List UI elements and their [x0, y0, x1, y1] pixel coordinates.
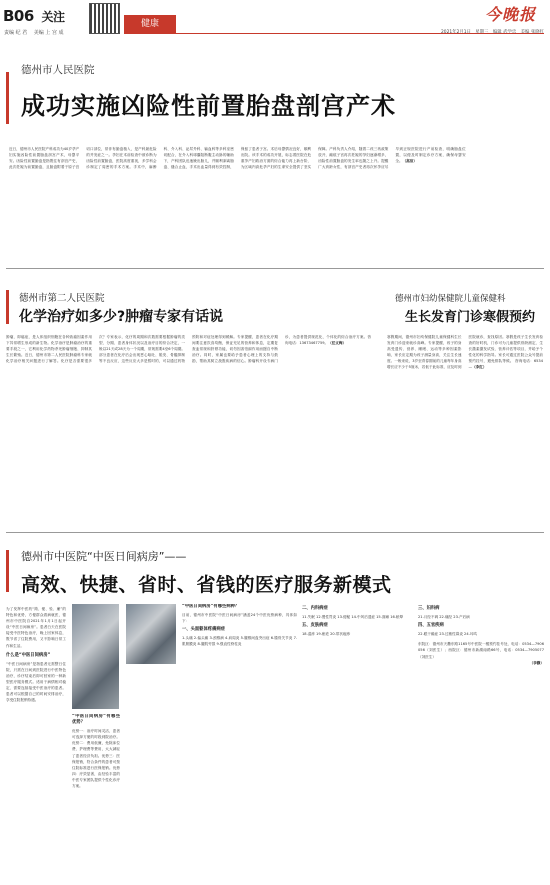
story2-title: 化学治疗如多少?肿瘤专家有话说 — [19, 309, 224, 325]
story4-section7-title: 四、五官疾病 — [418, 623, 444, 629]
divider — [6, 532, 544, 533]
story2-accent-bar — [6, 290, 9, 324]
story4-contact: 东院区：德州市天衢东路1165号中医院一楼预约挂号处，电话：0534—7906056（刘医生）；西院区：德州市新湖南路66号，电话：0534—7905077（刘医生） — [418, 642, 544, 659]
story1-accent-bar — [6, 72, 9, 124]
story3-phone: 咨询电话：6534— — [468, 359, 543, 370]
story4-section8-title: 五、皮肤病症 — [302, 623, 328, 629]
masthead-rule — [124, 33, 544, 34]
section-tab: 健康 — [124, 15, 176, 33]
qr-code-icon — [89, 3, 120, 34]
story1-body: 近日，德州市人民医院产科成功为40岁孕产妇实施凶险性前置胎盘剖宫产术，母婴平安。凶险性前置胎盘是指既往有剖宫产史，此次妊娠为前置胎盘，且胎盘附着于原子宫切口部位，常伴有胎盘植入，是产科最危险的并发症之一。孕妇在术前检查中被诊断为凶险性前置胎盘，医院高度重视，多学科会诊制定了周密的手术方案。手术中，麻醉科、介入科、泌尿外科、输血科等多科室密切配合，在介入科球囊阻断腹主动脉的辅助下，产科团队迅速娩出胎儿，并顺利剥离胎盘、缝合止血，手术出血量得到有效控制，保留了患者子宫。术后母婴情况良好，顺利出院。该手术的成功开展，标志着医院在危重孕产妇救治方面的综合能力再上新台阶，为区域内高危孕产妇的生命安全提供了坚实保障。产科负责人介绍，随着二孩三孩政策放开，瘢痕子宫再次妊娠的孕妇逐渐增多，凶险性前置胎盘的发生率也随之上升。提醒广大育龄女性，有剖宫产史者再次怀孕应尽早到正规医院进行产前检查，明确胎盘位置，以便及时制定诊疗方案，确保母婴安全。（高洁） — [9, 147, 466, 170]
story4-col4: 二、内科病症 11.失眠 12.慢性胃炎 13.便秘 14.中风后遗症 15.面瘫 16.眩晕 五、皮肤病症 18.湿疹 19.痤疮 20.带状疱疹 — [302, 604, 412, 884]
story2-body: 肿瘤，即癌症，是人体组织细胞在各种致癌因素作用下异常增生形成的新生物。化学治疗是肿瘤治疗的重要手段之一，它利用化学药物杀死肿瘤细胞、抑制其生长繁殖。近日，德州市第二人民医院肿瘤科专家就化学治疗相关问题进行了解答。化疗是否需要很多次？专家表示，化疗的周期和次数需要根据肿瘤的类型、分期、患者身体状况以及治疗目的综合决定，一般以21天或28天为一个周期，常规需要4至6个周期。部分患者在化疗后会出现恶心呕吐、脱发、骨髓抑制等不良反应，这些反应大多是暂时的，可以通过药物预防和对症处理得到缓解。专家提醒，患者在化疗期间要注意饮食均衡，保证充足的营养和休息，定期复查血常规和肝肾功能，切勿因害怕副作用而擅自中断治疗。同时，家属也要给予患者心理上的支持与鼓励，帮助其树立战胜疾病的信心。肿瘤科开设专病门诊，为患者提供规范化、个体化的综合治疗方案。咨询电话：13673467759。（任文梅） — [6, 335, 371, 364]
story4-signoff: （李静） — [529, 660, 544, 665]
story4-section2-title: “中医日间病房”有哪些优势？ — [72, 714, 120, 726]
story4-kicker: 德州市中医院“中医日间病房”—— — [21, 550, 187, 563]
brand-logo: 今晚报 — [484, 5, 536, 24]
story1-kicker: 德州市人民医院 — [21, 64, 95, 76]
story3-body: 寒假期间，德州市妇幼保健院儿童保健科生长发育门诊迎来就诊高峰。专家提醒，孩子的身高受遗传、营养、睡眠、运动等多种因素影响，家长应定期为孩子测量身高，关注生长速度。一般来说，3岁至青春期前的儿童每年身高增长应不少于5厘米，若低于此标准，应及时到医院就诊，查找原因。寒假是孩子生长发育检查的好时机，门诊可为儿童提供骨龄测定、生长激素激发试验、营养评估等项目，并给予个性化的科学指导。家长可通过医院公众号提前预约挂号，避免排队等候。 咨询电话：6534—（李红） — [387, 335, 543, 370]
story4-section5-title: 二、内科病症 — [302, 606, 328, 611]
story2-signoff: （任文梅） — [328, 341, 347, 346]
story2-kicker: 德州市第二人民医院 — [19, 293, 105, 304]
story3-title: 生长发育门诊寒假预约 — [405, 310, 536, 325]
story4-section4-title: 一、头面躯体疼痛病症 — [182, 627, 225, 633]
editor-line: 责编 纪 君 美编 上 宫 成 — [4, 30, 64, 36]
masthead — [0, 0, 550, 46]
story4-col3: “中医日间病房”有哪些病种？ 目前，德州市中医院“中医日间病房”涵盖24个中医优势病种，具体如下： 一、头面躯体疼痛病症 1.头痛 2.偏头痛 3.颈椎病 4.肩周炎 5.腰椎间盘突出症 6.膝骨关节炎 7.肌筋膜炎 8.腰肌劳损 9.强直性脊柱炎 — [182, 604, 297, 647]
story4-col5: 三、妇科病 21.月经不调 22.痛经 23.产后病 四、五官疾病 22.眼干燥症 23.过敏性鼻炎 24.耳鸣 东院区：德州市天衢东路1165号中医院一楼预约挂号处，电话：0534—7906056（刘医生）；西院区：德州市新湖南路66号，电话：0534—7905077（刘医生） （李静） — [418, 606, 544, 665]
story4-headline: 高效、快捷、省时、省钱的医疗服务新模式 — [21, 574, 392, 596]
story4-col2: “中医日间病房”有哪些优势？ 优势一：治疗时间灵活，患者可选择方便的时段到院治疗。优势二：费用低廉，免除床位费、护理费等费用，大大减轻了患者经济负担。优势三：医保报销，符合条件的患者可按住院标准进行医保报销。优势四：疗效显著，由经验丰富的中医专家团队提供个性化诊疗方案。 — [72, 714, 120, 789]
story4-section6-title: 三、妇科病 — [418, 606, 440, 611]
photo-lungs — [72, 604, 119, 709]
story3-signoff: （李红） — [472, 365, 487, 370]
page-label: 关注 — [41, 10, 65, 24]
story4-section1-title: 什么是“中医日间病房” — [6, 652, 51, 658]
story4-col1: 为了发挥中医药“简、便、验、廉”的特色和优势，方便群众看病就医，德州市中医院自2021年1月1日起开设“中医日间病房”。患者白天在医院接受中医特色治疗，晚上回家休息，既节省了住院费用，又不影响日常工作和生活。 什么是“中医日间病房” “中医日间病房”是指患者无需整日住院，只需在日间到医院进行中医特色治疗，诊疗结束后即可回家的一种新型医疗服务模式。适用于病情相对稳定、需要连续接受中医治疗的患者。患者可以根据自己的时间安排治疗，享受住院报销待遇。 — [6, 607, 66, 703]
page-number: B06 关注 — [3, 7, 65, 25]
story1-signoff: （高洁） — [402, 159, 417, 164]
photo-hospital — [126, 604, 176, 664]
story3-kicker: 德州市妇幼保健院儿童保健科 — [395, 294, 506, 304]
divider — [6, 268, 544, 269]
story4-accent-bar — [6, 550, 9, 592]
story4-section3-title: “中医日间病房”有哪些病种？ — [182, 604, 240, 609]
story1-headline: 成功实施凶险性前置胎盘剖宫产术 — [21, 92, 396, 120]
